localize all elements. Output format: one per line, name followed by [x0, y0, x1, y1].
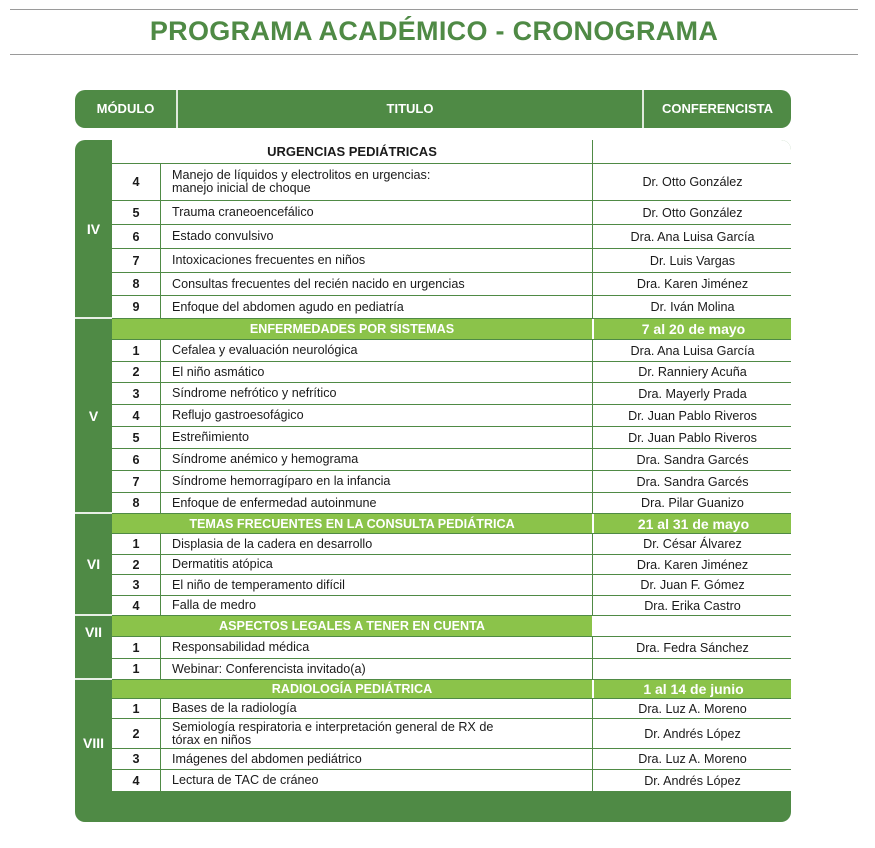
table-row	[112, 405, 791, 427]
row-title: Semiología respiratoria e interpretación general de RX de tórax en niños	[172, 719, 494, 747]
row-number: 4	[112, 405, 161, 426]
row-title: Síndrome nefrótico y nefrítico	[172, 386, 337, 400]
row-title: Dermatitis atópica	[172, 557, 273, 571]
row-number: 2	[112, 719, 161, 748]
row-number: 1	[112, 534, 161, 554]
row-speaker: Dr. Iván Molina	[592, 296, 791, 318]
row-number: 1	[112, 637, 161, 658]
section-date: 21 al 31 de mayo	[592, 514, 791, 533]
section-title: RADIOLOGÍA PEDIÁTRICA	[271, 682, 433, 696]
row-speaker: Dr. Andrés López	[592, 770, 791, 791]
table-row	[112, 164, 791, 201]
section-header	[112, 680, 791, 699]
row-speaker: Dra. Sandra Garcés	[592, 449, 791, 470]
row-title: Webinar: Conferencista invitado(a)	[172, 661, 366, 676]
row-number: 7	[112, 471, 161, 492]
row-title: Enfoque del abdomen agudo en pediatría	[172, 299, 404, 314]
row-speaker: Dr. Juan Pablo Riveros	[592, 427, 791, 448]
module-label: VI	[75, 514, 112, 616]
table-row	[112, 427, 791, 449]
row-speaker: Dr. Otto González	[592, 201, 791, 224]
row-number: 6	[112, 225, 161, 248]
section-date: 7 al 20 de mayo	[592, 319, 791, 339]
table-row	[112, 249, 791, 273]
module-label: IV	[75, 140, 112, 319]
row-number: 6	[112, 449, 161, 470]
row-title: Consultas frecuentes del recién nacido en urgencias	[172, 276, 465, 291]
row-title: Intoxicaciones frecuentes en niños	[172, 253, 366, 267]
row-speaker: Dr. Juan F. Gómez	[592, 575, 791, 595]
row-title: Bases de la radiología	[172, 701, 297, 715]
row-number: 4	[112, 164, 161, 200]
row-number: 7	[112, 249, 161, 272]
title-rule	[10, 54, 858, 55]
row-speaker: Dra. Pilar Guanizo	[592, 493, 791, 513]
header-speaker: CONFERENCISTA	[662, 101, 773, 116]
section-header	[112, 514, 791, 534]
row-title: Reflujo gastroesofágico	[172, 408, 304, 422]
module-label: VII	[75, 616, 112, 680]
table-row	[112, 449, 791, 471]
row-number: 5	[112, 201, 161, 224]
section-title: ENFERMEDADES POR SISTEMAS	[249, 322, 455, 336]
row-title: El niño de temperamento difícil	[172, 577, 345, 592]
page-title: PROGRAMA ACADÉMICO - CRONOGRAMA	[149, 16, 719, 46]
row-speaker: Dra. Ana Luisa García	[592, 340, 791, 361]
table-row	[112, 493, 791, 514]
row-title: Displasia de la cadera en desarrollo	[172, 536, 373, 551]
row-speaker: Dra. Karen Jiménez	[592, 555, 791, 574]
section-header	[112, 319, 791, 340]
table-row	[112, 340, 791, 362]
row-number: 2	[112, 555, 161, 574]
row-title: Trauma craneoencefálico	[172, 205, 314, 219]
header-module: MÓDULO	[96, 101, 155, 116]
table-row	[112, 296, 791, 319]
row-number: 3	[112, 575, 161, 595]
section-date	[592, 140, 791, 163]
row-speaker: Dr. Luis Vargas	[592, 249, 791, 272]
schedule-table	[75, 140, 791, 822]
row-title: Enfoque de enfermedad autoinmune	[172, 495, 377, 510]
row-speaker: Dra. Karen Jiménez	[592, 273, 791, 295]
table-row	[112, 596, 791, 616]
row-speaker: Dra. Luz A. Moreno	[592, 749, 791, 769]
row-speaker	[592, 659, 791, 679]
section-title: TEMAS FRECUENTES EN LA CONSULTA PEDIÁTRICA	[189, 516, 515, 531]
row-speaker: Dra. Fedra Sánchez	[592, 637, 791, 658]
table-row	[112, 719, 791, 749]
row-number: 4	[112, 596, 161, 615]
section-date	[592, 616, 791, 636]
row-title: El niño asmático	[172, 364, 265, 379]
row-speaker: Dra. Luz A. Moreno	[592, 699, 791, 718]
table-row	[112, 273, 791, 296]
row-number: 4	[112, 770, 161, 791]
header-title: TITULO	[386, 101, 434, 116]
row-number: 8	[112, 273, 161, 295]
row-number: 3	[112, 749, 161, 769]
section-title: ASPECTOS LEGALES A TENER EN CUENTA	[219, 619, 485, 633]
row-title: Cefalea y evaluación neurológica	[172, 343, 358, 357]
row-title: Manejo de líquidos y electrolitos en urgencias: manejo inicial de choque	[172, 168, 431, 195]
row-number: 3	[112, 383, 161, 404]
row-speaker: Dr. Ranniery Acuña	[592, 362, 791, 382]
row-title: Imágenes del abdomen pediátrico	[172, 751, 362, 766]
table-row	[112, 749, 791, 770]
row-number: 1	[112, 340, 161, 361]
table-header	[75, 90, 791, 128]
row-number: 1	[112, 699, 161, 718]
table-row	[112, 555, 791, 575]
row-speaker: Dr. Otto González	[592, 164, 791, 200]
row-title: Estreñimiento	[172, 430, 249, 444]
table-row	[112, 225, 791, 249]
row-speaker: Dra. Sandra Garcés	[592, 471, 791, 492]
row-title: Síndrome anémico y hemograma	[172, 452, 359, 466]
row-title: Responsabilidad médica	[172, 640, 310, 654]
row-title: Lectura de TAC de cráneo	[172, 773, 319, 787]
table-row	[112, 383, 791, 405]
table-row	[112, 471, 791, 493]
row-speaker: Dr. Juan Pablo Riveros	[592, 405, 791, 426]
table-row	[112, 201, 791, 225]
section-header	[112, 140, 791, 164]
row-speaker: Dra. Mayerly Prada	[592, 383, 791, 404]
row-number: 8	[112, 493, 161, 513]
row-speaker: Dra. Erika Castro	[592, 596, 791, 615]
table-row	[112, 659, 791, 680]
section-title: URGENCIAS PEDIÁTRICAS	[267, 144, 437, 159]
section-date: 1 al 14 de junio	[592, 680, 791, 698]
section-header	[112, 616, 791, 637]
row-speaker: Dr. César Álvarez	[592, 534, 791, 554]
row-title: Falla de medro	[172, 598, 256, 612]
row-number: 9	[112, 296, 161, 318]
row-number: 5	[112, 427, 161, 448]
table-row	[112, 637, 791, 659]
row-speaker: Dra. Ana Luisa García	[592, 225, 791, 248]
row-speaker: Dr. Andrés López	[592, 719, 791, 748]
module-label: V	[75, 319, 112, 514]
row-number: 1	[112, 659, 161, 679]
table-row	[112, 699, 791, 719]
row-number: 2	[112, 362, 161, 382]
table-row	[112, 362, 791, 383]
module-label: VIII	[82, 735, 104, 751]
row-title: Síndrome hemorragíparo en la infancia	[172, 474, 391, 488]
top-rule	[10, 9, 858, 10]
row-title: Estado convulsivo	[172, 229, 274, 243]
table-row	[112, 534, 791, 555]
table-row	[112, 770, 791, 792]
table-row	[112, 575, 791, 596]
